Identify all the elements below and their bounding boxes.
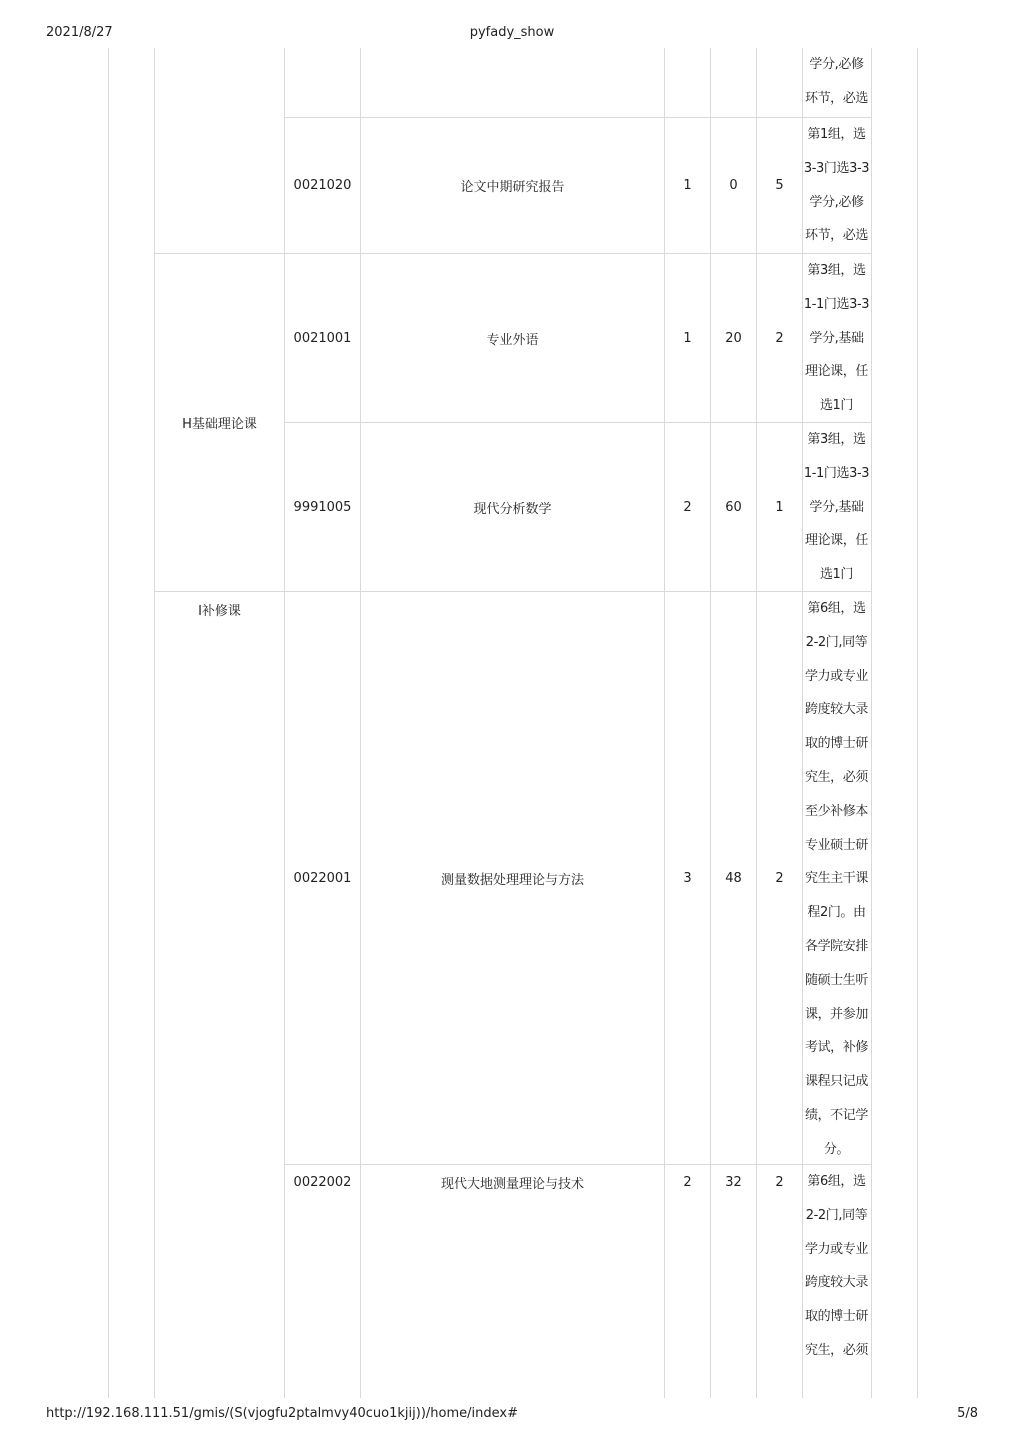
note-line: 第6组，选 (807, 1174, 866, 1189)
note-cell (802, 423, 871, 592)
course-code: 0021020 (293, 178, 352, 193)
note-line: 选1门 (819, 398, 854, 414)
note-line: 第1组，选 (807, 127, 866, 142)
note-line: 学分,基础 (809, 330, 864, 346)
note-line: 1-1门选3-3 (803, 296, 870, 312)
note-line: 理论课，任 (804, 364, 868, 380)
note-line: 究生，必须 (804, 1342, 868, 1358)
note-line: 环节，必选 (804, 90, 868, 106)
note-line: 学力或专业 (804, 1241, 868, 1257)
note-cell (802, 1165, 871, 1368)
table-border (917, 48, 918, 1398)
note-line: 跨度较大录 (804, 702, 868, 718)
note-line: 学分,基础 (809, 499, 864, 515)
note-line: 各学院安排 (804, 938, 868, 954)
value-a: 1 (683, 178, 692, 193)
note-line: 学分,必修 (809, 57, 864, 72)
value-a: 3 (683, 870, 692, 886)
note-line: 理论课，任 (804, 533, 868, 549)
page-title: pyfady_show (469, 25, 555, 40)
course-name: 现代分析数学 (473, 501, 552, 517)
note-line: 选1门 (819, 567, 854, 583)
value-a: 2 (683, 1174, 692, 1190)
page-url: http://192.168.111.51/gmis/(S(vjogfu2ptalmvy40cuo1kjij))/home/index# (46, 1406, 518, 1421)
value-b: 60 (725, 499, 742, 515)
note-line: 课，并参加 (804, 1006, 868, 1022)
value-c: 2 (775, 870, 784, 886)
print-date: 2021/8/27 (46, 25, 113, 40)
value-b: 0 (729, 178, 738, 193)
note-line: 取的博士研 (804, 1309, 868, 1325)
note-line: 3-3门选3-3 (803, 160, 870, 176)
note-line: 第3组，选 (807, 432, 866, 447)
course-name: 专业外语 (486, 332, 539, 348)
note-line: 环节，必选 (804, 228, 868, 244)
note-line: 学分,必修 (809, 194, 864, 210)
value-a: 2 (683, 499, 692, 515)
note-line: 考试，补修 (804, 1040, 868, 1056)
value-b: 32 (725, 1174, 742, 1190)
category-i-supplementary: I补修课 (198, 604, 241, 619)
note-cell (802, 48, 871, 116)
value-c: 1 (775, 499, 784, 515)
note-line: 程2门。由 (807, 905, 866, 921)
course-name: 论文中期研究报告 (460, 180, 565, 195)
note-line: 究生主干课 (804, 871, 868, 887)
note-line: 2-2门,同等 (805, 634, 868, 650)
value-b: 48 (725, 870, 742, 886)
value-c: 5 (775, 178, 784, 193)
table-border (871, 48, 872, 1398)
note-line: 分。 (823, 1141, 850, 1157)
table-border (108, 48, 109, 1398)
course-code: 0022002 (293, 1174, 352, 1190)
course-code: 0022001 (293, 870, 352, 886)
note-line: 学力或专业 (804, 668, 868, 684)
note-cell (802, 254, 871, 423)
value-c: 2 (775, 330, 784, 346)
page-number: 5/8 (957, 1406, 978, 1421)
note-line: 绩，不记学 (804, 1107, 868, 1123)
value-a: 1 (683, 330, 692, 346)
note-line: 1-1门选3-3 (803, 465, 870, 481)
course-code: 0021001 (293, 330, 352, 346)
note-cell (802, 592, 871, 1167)
note-line: 究生，必须 (804, 769, 868, 785)
note-line: 第3组，选 (807, 263, 866, 278)
note-line: 专业硕士研 (804, 837, 868, 853)
category-h-basic-theory: H基础理论课 (182, 417, 257, 432)
note-line: 随硕士生听 (804, 972, 868, 988)
note-cell (802, 118, 871, 253)
note-line: 至少补修本 (804, 803, 868, 819)
note-line: 取的博士研 (804, 736, 868, 752)
table-border (154, 48, 155, 1398)
value-b: 20 (725, 330, 742, 346)
value-c: 2 (775, 1174, 784, 1190)
note-line: 2-2门,同等 (805, 1207, 868, 1223)
note-line: 第6组，选 (807, 601, 866, 616)
note-line: 跨度较大录 (804, 1275, 868, 1291)
course-name: 测量数据处理理论与方法 (440, 872, 584, 888)
note-line: 课程只记成 (804, 1074, 868, 1090)
course-code: 9991005 (293, 499, 352, 515)
course-name: 现代大地测量理论与技术 (440, 1176, 584, 1192)
